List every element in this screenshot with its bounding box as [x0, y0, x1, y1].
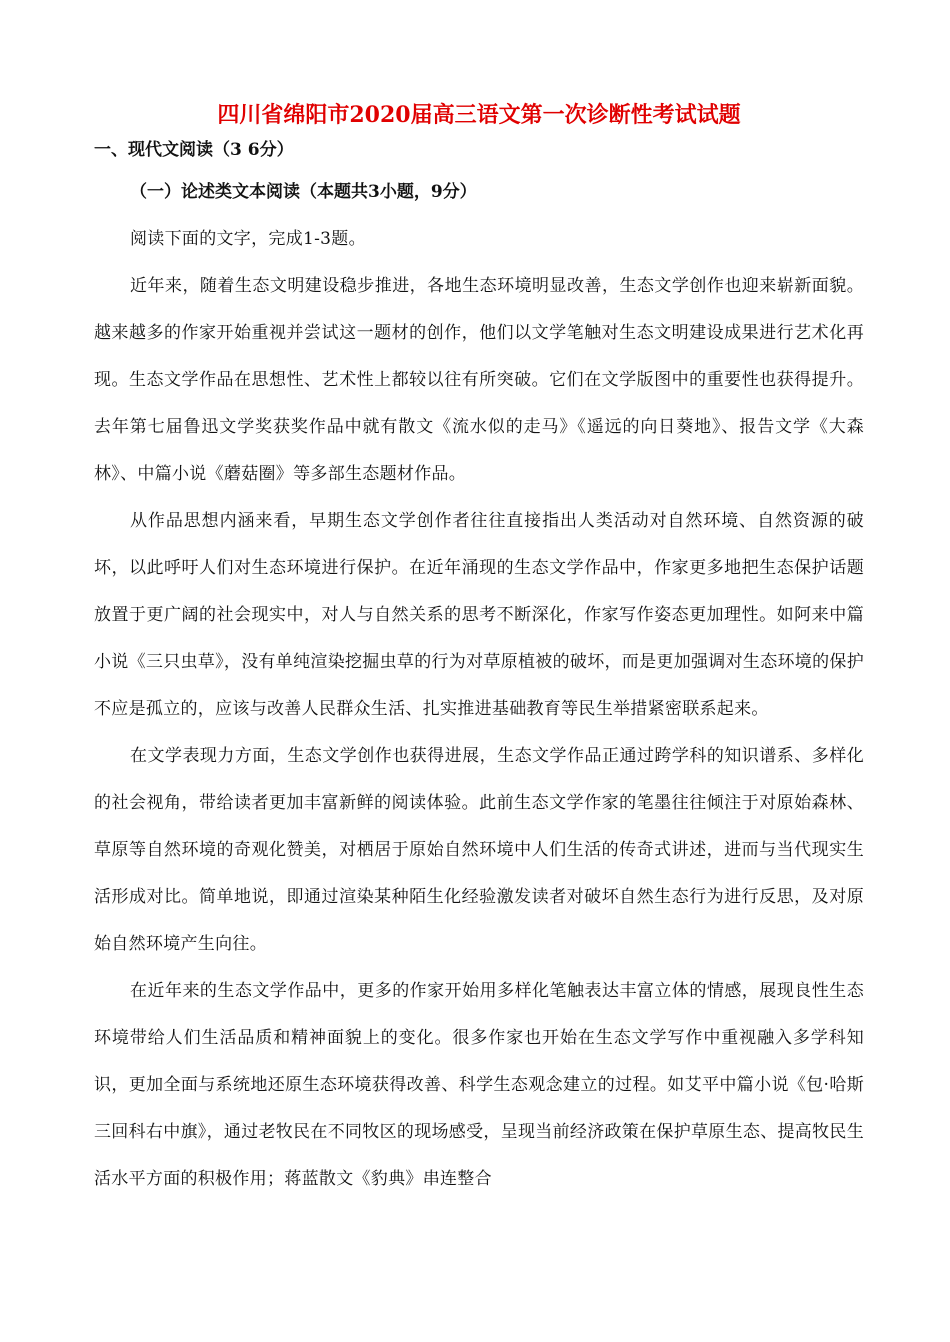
body-paragraph-2: 从作品思想内涵来看，早期生态文学创作者往往直接指出人类活动对自然环境、自然资源的破坏，以此呼吁人们对生态环境进行保护。在近年涌现的生态文学作品中，作家更多地把生态保护话题放置于更广阔的社会现实中，对人与自然关系的思考不断深化，作家写作姿态更加理性。如阿来中篇小说《三只虫草》，没有单纯渲染挖掘虫草的行为对草原植被的破坏，而是更加强调对生态环境的保护不应是孤立的，应该与改善人民群众生活、扎实推进基础教育等民生举措紧密联系起来。	[94, 511, 864, 719]
body-paragraph-1: 近年来，随着生态文明建设稳步推进，各地生态环境明显改善，生态文学创作也迎来崭新面貌。越来越多的作家开始重视并尝试这一题材的创作，他们以文学笔触对生态文明建设成果进行艺术化再现。生态文学作品在思想性、艺术性上都较以往有所突破。它们在文学版图中的重要性也获得提升。去年第七届鲁迅文学奖获奖作品中就有散文《流水似的走马》《遥远的向日葵地》、报告文学《大森林》、中篇小说《蘑菇圈》等多部生态题材作品。	[94, 276, 864, 484]
instruction-text: 阅读下面的文字，完成1-3题。	[130, 229, 366, 249]
body-paragraph-4: 在近年来的生态文学作品中，更多的作家开始用多样化笔触表达丰富立体的情感，展现良性生态环境带给人们生活品质和精神面貌上的变化。很多作家也开始在生态文学写作中重视融入多学科知识，更加全面与系统地还原生态环境获得改善、科学生态观念建立的过程。如艾平中篇小说《包·哈斯三回科右中旗》，通过老牧民在不同牧区的现场感受，呈现当前经济政策在保护草原生态、提高牧民生活水平方面的积极作用；蒋蓝散文《豹典》串连整合	[94, 981, 864, 1189]
section-heading: 一、现代文阅读（3 6分）	[94, 140, 294, 160]
document-page	[94, 98, 864, 1203]
sub-heading: （一）论述类文本阅读（本题共3小题，9分）	[130, 182, 477, 202]
body-paragraph-3: 在文学表现力方面，生态文学创作也获得进展，生态文学作品正通过跨学科的知识谱系、多样化的社会视角，带给读者更加丰富新鲜的阅读体验。此前生态文学作家的笔墨往往倾注于对原始森林、草原等自然环境的奇观化赞美，对栖居于原始自然环境中人们生活的传奇式讲述，进而与当代现实生活形成对比。简单地说，即通过渲染某种陌生化经验激发读者对破坏自然生态行为进行反思，及对原始自然环境产生向往。	[94, 746, 864, 954]
document-title: 四川省绵阳市2020届高三语文第一次诊断性考试试题	[217, 102, 741, 128]
